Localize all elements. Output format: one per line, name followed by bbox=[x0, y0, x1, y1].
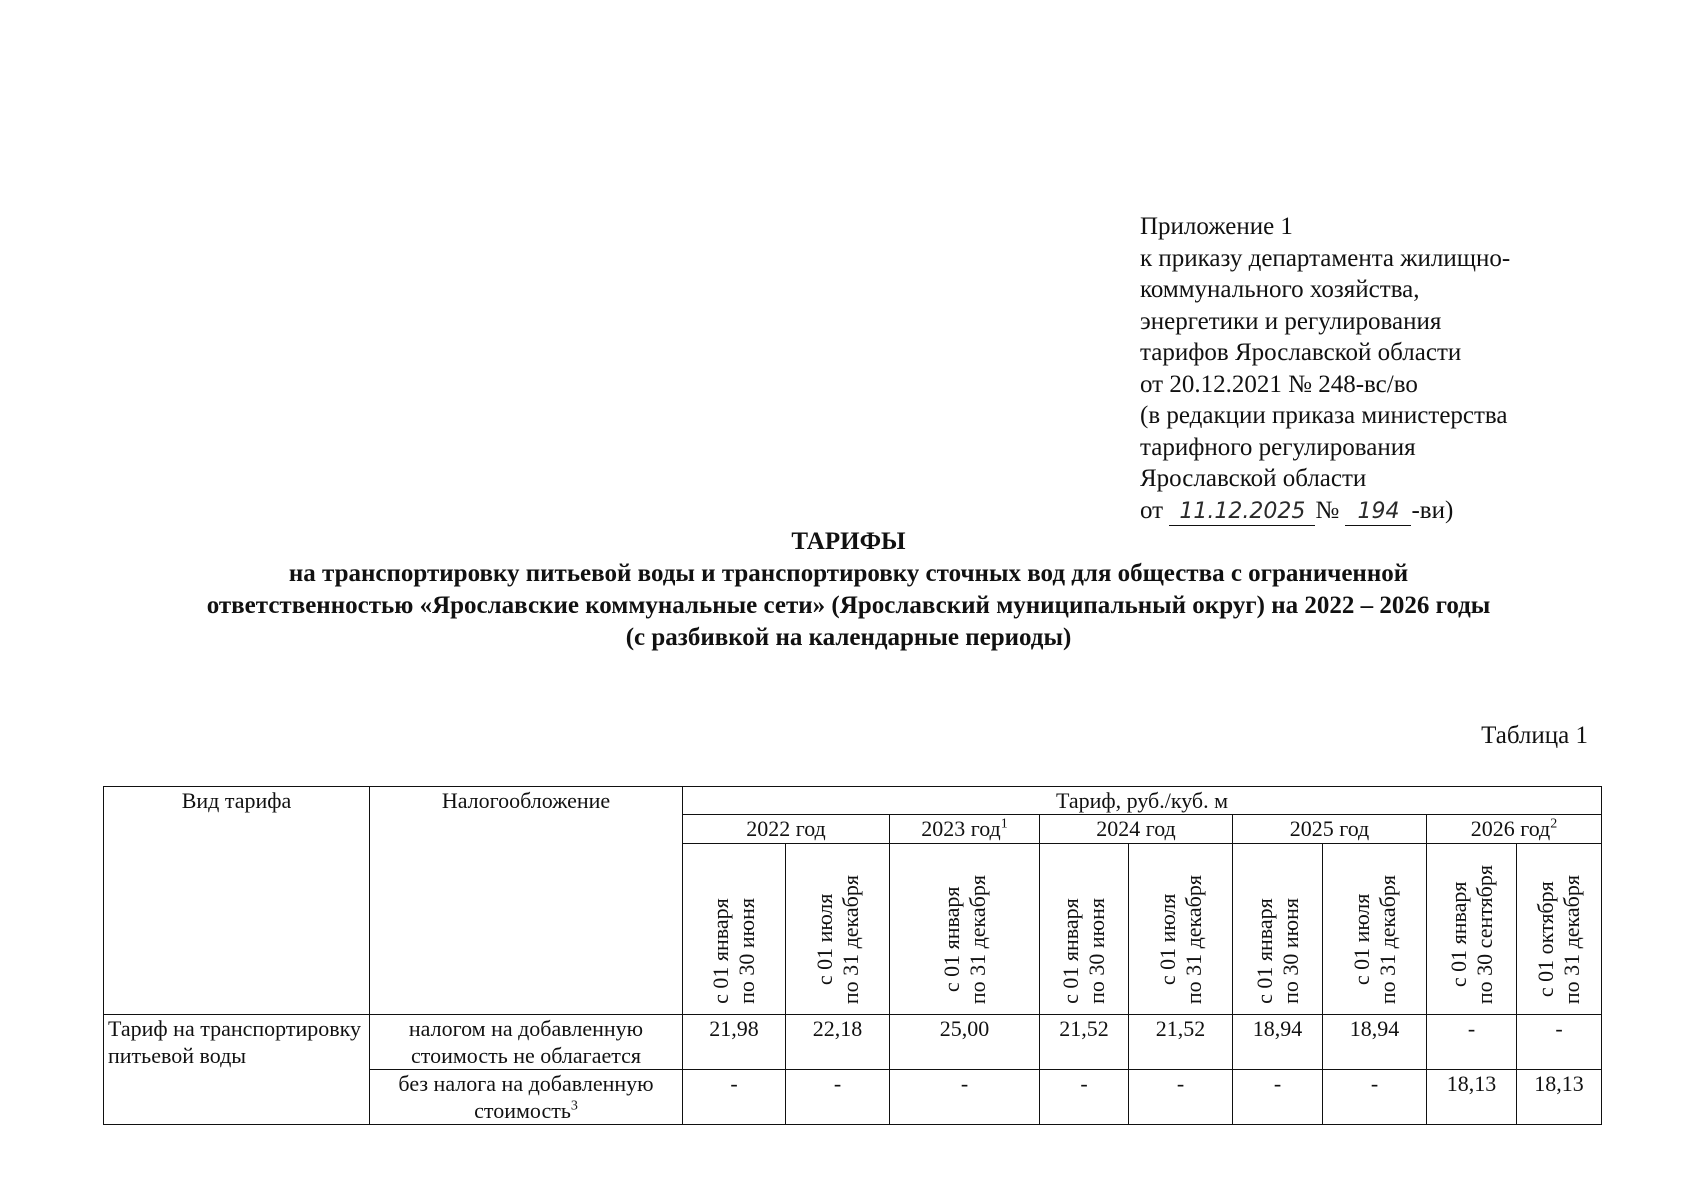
appendix-line: тарифов Ярославской области bbox=[1140, 339, 1462, 366]
tariff-value: - bbox=[683, 1070, 786, 1125]
header-period: с 01 января по 30 июня bbox=[683, 844, 786, 1015]
document-title bbox=[0, 528, 1697, 654]
row-taxation: налогом на добавленную стоимость не облагается bbox=[370, 1015, 683, 1070]
row-tariff-type: Тариф на транспортировку питьевой воды bbox=[104, 1015, 370, 1125]
header-year: 2026 год$^2$ bbox=[1427, 815, 1602, 844]
tariff-value: - bbox=[1517, 1015, 1602, 1070]
table-row bbox=[104, 1015, 1602, 1070]
title-line: (с разбивкой на календарные периоды) bbox=[625, 624, 1072, 651]
appendix-line: Приложение 1 bbox=[1140, 213, 1293, 240]
tariff-value: - bbox=[786, 1070, 890, 1125]
header-period: с 01 января по 30 июня bbox=[1233, 844, 1323, 1015]
footnote-mark: 3 bbox=[570, 1098, 578, 1114]
row-taxation: без налога на добавленную стоимость$^3$ bbox=[370, 1070, 683, 1125]
header-year: 2023 год$^1$ bbox=[890, 815, 1040, 844]
tariff-value: 25,00 bbox=[890, 1015, 1040, 1070]
appendix-line: Ярославской области bbox=[1140, 465, 1367, 492]
appendix-line: (в редакции приказа министерства bbox=[1140, 402, 1508, 429]
header-year: 2024 год bbox=[1040, 815, 1233, 844]
header-tariff-type: Вид тарифа bbox=[104, 787, 370, 1015]
title-line: на транспортировку питьевой воды и транспортировку сточных вод для общества с ограниченной bbox=[288, 560, 1409, 587]
header-period: с 01 октября по 31 декабря bbox=[1517, 844, 1602, 1015]
tariff-value: - bbox=[1040, 1070, 1129, 1125]
tariff-value: 21,52 bbox=[1129, 1015, 1233, 1070]
appendix-suffix: -ви) bbox=[1411, 496, 1454, 524]
title-line: ответственностью «Ярославские коммунальные сети» (Ярославский муниципальный округ) на 2022 – 2026 годы bbox=[206, 592, 1491, 619]
appendix-line: коммунального хозяйства, bbox=[1140, 276, 1420, 303]
tariff-value: - bbox=[890, 1070, 1040, 1125]
header-period: с 01 января по 31 декабря bbox=[890, 844, 1040, 1015]
tariff-value: - bbox=[1233, 1070, 1323, 1125]
table-label: Таблица 1 bbox=[1481, 722, 1588, 749]
footnote-mark: 2 bbox=[1550, 816, 1558, 832]
tariff-table bbox=[103, 786, 1602, 1125]
header-period: с 01 июля по 31 декабря bbox=[1323, 844, 1427, 1015]
footnote-mark: 1 bbox=[1000, 816, 1008, 832]
tariff-value: 18,94 bbox=[1323, 1015, 1427, 1070]
tariff-value: - bbox=[1323, 1070, 1427, 1125]
appendix-line: к приказу департамента жилищно- bbox=[1140, 244, 1511, 272]
tariff-value: 21,52 bbox=[1040, 1015, 1129, 1070]
tariff-value: 18,94 bbox=[1233, 1015, 1323, 1070]
appendix-from: от bbox=[1140, 496, 1164, 524]
appendix-line: от 20.12.2021 № 248-вс/во bbox=[1140, 370, 1418, 398]
header-period: с 01 января по 30 июня bbox=[1040, 844, 1129, 1015]
appendix-line: энергетики и регулирования bbox=[1140, 307, 1442, 335]
appendix-last-line bbox=[1140, 495, 1510, 527]
header-period: с 01 января по 30 сентября bbox=[1427, 844, 1517, 1015]
header-tariff-unit: Тариф, руб./куб. м bbox=[683, 787, 1602, 815]
tariff-value: 18,13 bbox=[1517, 1070, 1602, 1125]
tariff-value: - bbox=[1427, 1015, 1517, 1070]
appendix-block bbox=[1140, 211, 1510, 526]
header-period: с 01 июля по 31 декабря bbox=[1129, 844, 1233, 1015]
tariff-value: - bbox=[1129, 1070, 1233, 1125]
header-year: 2025 год bbox=[1233, 815, 1427, 844]
header-period: с 01 июля по 31 декабря bbox=[786, 844, 890, 1015]
tariff-value: 21,98 bbox=[683, 1015, 786, 1070]
header-taxation: Налогообложение bbox=[370, 787, 683, 1015]
tariff-value: 22,18 bbox=[786, 1015, 890, 1070]
appendix-line: тарифного регулирования bbox=[1140, 433, 1416, 461]
handwritten-date: 11.12.2025 bbox=[1169, 499, 1315, 526]
header-year: 2022 год bbox=[683, 815, 890, 844]
appendix-no-sign: № bbox=[1315, 496, 1340, 524]
handwritten-number: 194 bbox=[1345, 499, 1411, 526]
title-heading: ТАРИФЫ bbox=[791, 528, 906, 555]
tariff-value: 18,13 bbox=[1427, 1070, 1517, 1125]
